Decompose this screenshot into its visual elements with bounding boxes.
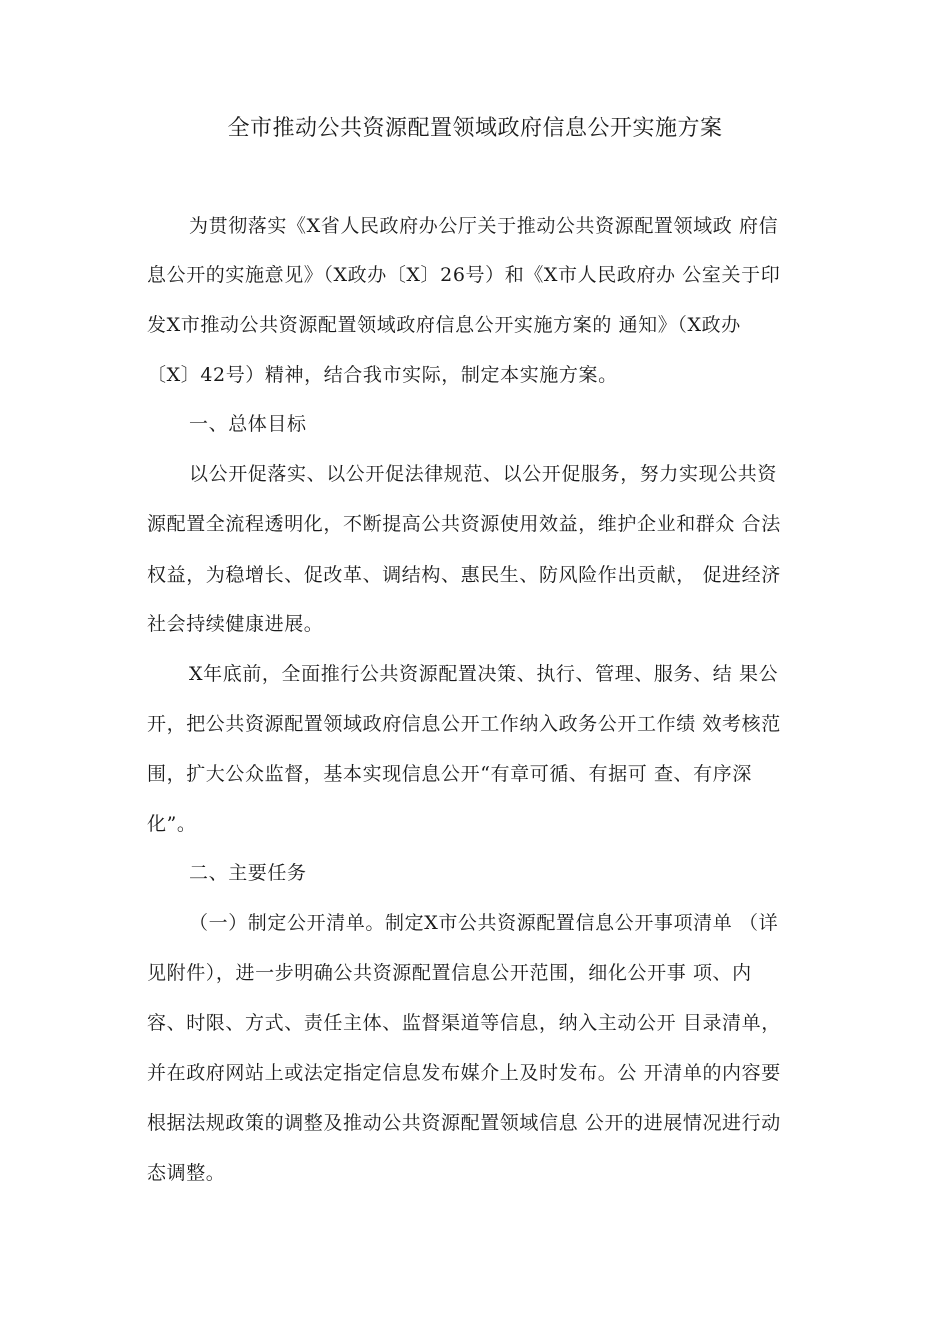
task-1-line-5: 根据法规政策的调整及推动公共资源配置领域信息 公开的进展情况进行动	[147, 1112, 781, 1134]
intro-line-3: 发X市推动公共资源配置领域政府信息公开实施方案的 通知》（X政办	[147, 314, 741, 336]
task-1-line-4: 并在政府网站上或法定指定信息发布媒介上及时发布。公 开清单的内容要	[147, 1062, 781, 1084]
goal-paragraph-1-line-1: 以公开促落实、以公开促法律规范、以公开促服务，努力实现公共资	[189, 463, 778, 485]
goal-paragraph-2-line-2: 开，把公共资源配置领域政府信息公开工作纳入政务公开工作绩 效考核范	[147, 713, 781, 735]
task-1-line-6: 态调整。	[147, 1162, 226, 1184]
task-1-line-3: 容、时限、方式、责任主体、监督渠道等信息，纳入主动公开 目录清单，	[147, 1012, 781, 1034]
goal-paragraph-1-line-3: 权益，为稳增长、促改革、调结构、惠民生、防风险作出贡献， 促进经济	[147, 564, 781, 586]
goal-paragraph-2-line-1: X年底前，全面推行公共资源配置决策、执行、管理、服务、结 果公	[189, 663, 779, 685]
goal-paragraph-2-line-3: 围，扩大公众监督，基本实现信息公开“有章可循、有据可 查、有序深	[147, 763, 752, 785]
intro-line-1: 为贯彻落实《X省人民政府办公厅关于推动公共资源配置领域政 府信	[189, 215, 779, 237]
intro-line-2: 息公开的实施意见》（X政办〔X〕26号）和《X市人民政府办 公室关于印	[147, 264, 781, 286]
goal-paragraph-1-line-2: 源配置全流程透明化，不断提高公共资源使用效益，维护企业和群众 合法	[147, 513, 781, 535]
goal-paragraph-2-line-4: 化”。	[147, 813, 197, 835]
task-1-line-2: 见附件），进一步明确公共资源配置信息公开范围，细化公开事 项、内	[147, 962, 752, 984]
document-title: 全市推动公共资源配置领域政府信息公开实施方案	[227, 116, 723, 141]
section-heading-overall-goal: 一、总体目标	[189, 413, 307, 435]
section-heading-main-tasks: 二、主要任务	[189, 862, 307, 884]
goal-paragraph-1-line-4: 社会持续健康进展。	[147, 613, 324, 635]
task-1-line-1: （一）制定公开清单。制定X市公共资源配置信息公开事项清单 （详	[189, 912, 779, 934]
intro-line-4: 〔X〕42号）精神，结合我市实际，制定本实施方案。	[147, 364, 618, 386]
